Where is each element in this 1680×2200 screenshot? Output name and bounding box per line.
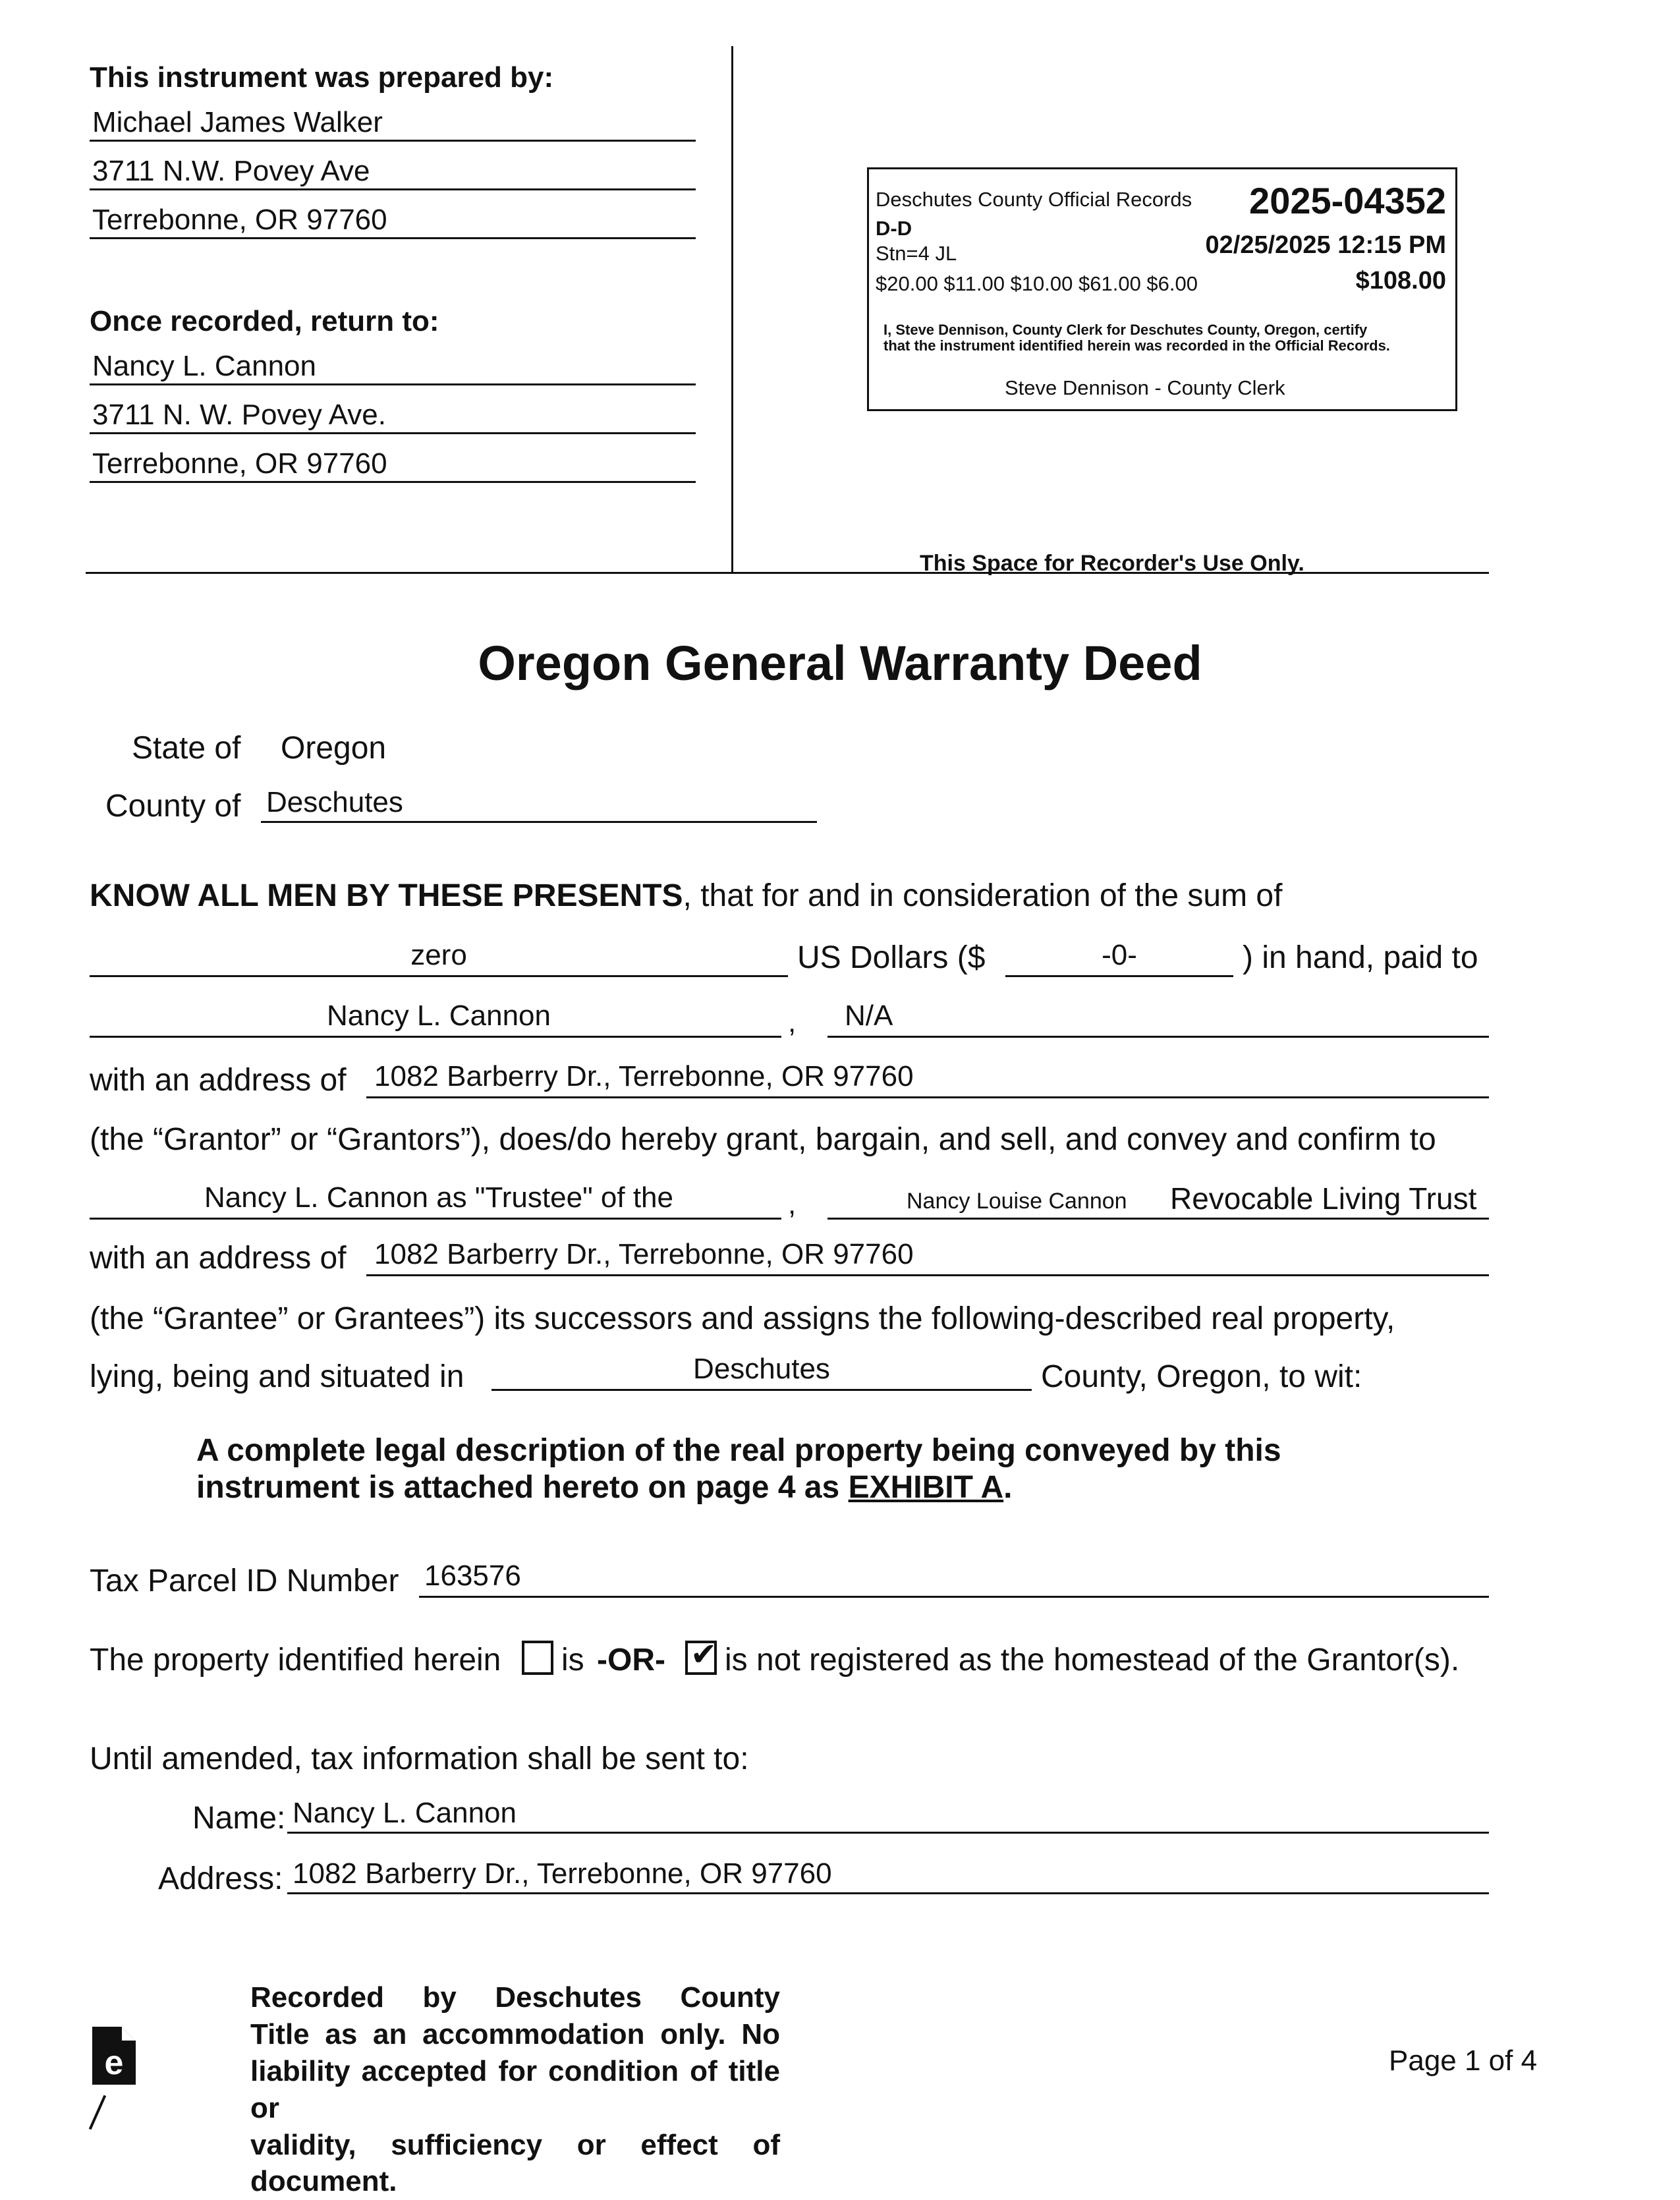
in-hand-label: ) in hand, paid to [1243, 942, 1478, 974]
prepared-by-heading: This instrument was prepared by: [90, 63, 553, 92]
tax-address-line [287, 1892, 1489, 1894]
grantee-name-line [90, 1218, 781, 1220]
homestead-post: is not registered as the homestead of the Grantor(s). [725, 1645, 1459, 1676]
page-number: Page 1 of 4 [1389, 2046, 1537, 2075]
sum-words-line [90, 975, 788, 977]
us-dollars-label: US Dollars ($ [797, 942, 985, 974]
homestead-or: -OR- [597, 1645, 665, 1676]
preparer-name-line [90, 140, 696, 142]
grantee-trust-name: Nancy Louise Cannon [907, 1189, 1127, 1214]
return-address2-line [90, 481, 696, 483]
exhibit-a-link[interactable]: EXHIBIT A [849, 1470, 1004, 1505]
grantor-address-line [366, 1096, 1489, 1098]
disclaimer-line2: Title as an accommodation only. No [250, 2016, 780, 2053]
sum-words: zero [90, 941, 788, 970]
page-title: Oregon General Warranty Deed [0, 635, 1680, 691]
grantor-address: 1082 Barberry Dr., Terrebonne, OR 97760 [374, 1062, 914, 1091]
grantor-other-line [827, 1036, 1489, 1038]
recorder-fees: $20.00 $11.00 $10.00 $61.00 $6.00 [876, 273, 1198, 294]
preparer-address2-line [90, 237, 696, 239]
disclaimer-line1: Recorded by Deschutes County [250, 1979, 780, 2016]
grantee-clause: (the “Grantee” or Grantees”) its successors and assigns the following-described real property, [90, 1303, 1395, 1335]
state-value: Oregon [281, 733, 386, 764]
recorder-office: Deschutes County Official Records [876, 189, 1192, 210]
disclaimer-line3: liability accepted for condition of title or [250, 2053, 780, 2127]
preparer-address-line1: 3711 N.W. Povey Ave [92, 157, 370, 186]
grantor-address-label: with an address of [90, 1065, 347, 1096]
recorder-total: $108.00 [1356, 268, 1446, 293]
disclaimer-line4: validity, sufficiency or effect of document. [250, 2127, 780, 2200]
grantor-comma: , [788, 1008, 796, 1037]
grantee-comma: , [788, 1190, 796, 1219]
county-label: County of [105, 791, 240, 822]
sum-number-line [1005, 975, 1233, 977]
grantee-address-label: with an address of [90, 1243, 347, 1274]
county-line [261, 821, 817, 823]
return-name-line [90, 383, 696, 385]
recorder-stamp [867, 167, 1457, 411]
tax-parcel-line [419, 1596, 1489, 1598]
recorder-type: D-D [876, 218, 912, 239]
recorder-station: Stn=4 JL [876, 243, 957, 264]
homestead-not-check-icon: ✔ [690, 1639, 717, 1671]
grantee-trust-line [827, 1218, 1489, 1220]
legal-note-line1: A complete legal description of the real property being conveyed by this [196, 1435, 1281, 1467]
logo-letter: e [105, 2044, 124, 2082]
erecording-logo-icon [92, 2027, 136, 2085]
margin-slash-mark [89, 2095, 106, 2130]
tax-parcel-value: 163576 [424, 1562, 521, 1591]
legal-note-line2-text: instrument is attached hereto on page 4 as [196, 1470, 849, 1505]
preparer-address-line2: Terrebonne, OR 97760 [92, 206, 387, 235]
homestead-not-checkbox[interactable] [685, 1641, 717, 1675]
recorder-space-note: This Space for Recorder's Use Only. [920, 551, 1304, 577]
situated-label: lying, being and situated in [90, 1361, 464, 1393]
grantee-trust-suffix: Revocable Living Trust [1170, 1183, 1476, 1214]
tax-address-value: 1082 Barberry Dr., Terrebonne, OR 97760 [293, 1859, 832, 1888]
situated-suffix: County, Oregon, to wit: [1041, 1361, 1362, 1393]
homestead-is: is [561, 1645, 584, 1676]
tax-name-value: Nancy L. Cannon [293, 1799, 517, 1828]
preparer-address1-line [90, 188, 696, 190]
recorder-certification: I, Steve Dennison, County Clerk for Deschutes County, Oregon, certify that the instrument identified herein was recorded in the Official Records. [883, 322, 1397, 354]
know-all-line [90, 880, 1282, 912]
know-all-rest: , that for and in consideration of the sum of [683, 878, 1283, 913]
situated-county: Deschutes [491, 1355, 1032, 1384]
know-all-bold: KNOW ALL MEN BY THESE PRESENTS [90, 878, 683, 913]
recorder-clerk: Steve Dennison - County Clerk [1005, 378, 1285, 398]
grantor-other: N/A [845, 1001, 893, 1030]
tax-info-heading: Until amended, tax information shall be sent to: [90, 1743, 749, 1775]
recorder-datetime: 02/25/2025 12:15 PM [1206, 233, 1447, 258]
grantor-name: Nancy L. Cannon [90, 1001, 788, 1030]
grantor-name-line [90, 1036, 781, 1038]
return-name: Nancy L. Cannon [92, 352, 316, 381]
recorder-doc-number: 2025-04352 [1249, 183, 1446, 219]
recording-disclaimer [250, 1979, 780, 2200]
erecording-logo-svg [92, 2027, 136, 2085]
legal-note-line2 [196, 1472, 1013, 1504]
homestead-pre: The property identified herein [90, 1645, 501, 1676]
return-address-line2: Terrebonne, OR 97760 [92, 449, 387, 478]
preparer-name: Michael James Walker [92, 108, 383, 137]
return-to-heading: Once recorded, return to: [90, 307, 439, 336]
tax-name-line [287, 1832, 1489, 1834]
tax-address-label: Address: [158, 1863, 283, 1895]
tax-name-label: Name: [192, 1803, 285, 1834]
grantor-clause: (the “Grantor” or “Grantors”), does/do hereby grant, bargain, and sell, and convey and confirm to [90, 1124, 1436, 1156]
state-label: State of [132, 733, 240, 764]
sum-number: -0- [1005, 941, 1233, 970]
county-value: Deschutes [266, 788, 403, 817]
homestead-is-checkbox[interactable] [522, 1641, 553, 1675]
legal-note-period: . [1003, 1470, 1012, 1505]
return-address-line1: 3711 N. W. Povey Ave. [92, 401, 386, 430]
tax-parcel-label: Tax Parcel ID Number [90, 1565, 399, 1597]
return-address1-line [90, 432, 696, 434]
situated-county-line [491, 1389, 1032, 1391]
grantee-address-line [366, 1274, 1489, 1276]
grantee-name: Nancy L. Cannon as "Trustee" of the [90, 1183, 788, 1212]
header-vertical-divider [731, 46, 733, 573]
grantee-address: 1082 Barberry Dr., Terrebonne, OR 97760 [374, 1240, 914, 1269]
